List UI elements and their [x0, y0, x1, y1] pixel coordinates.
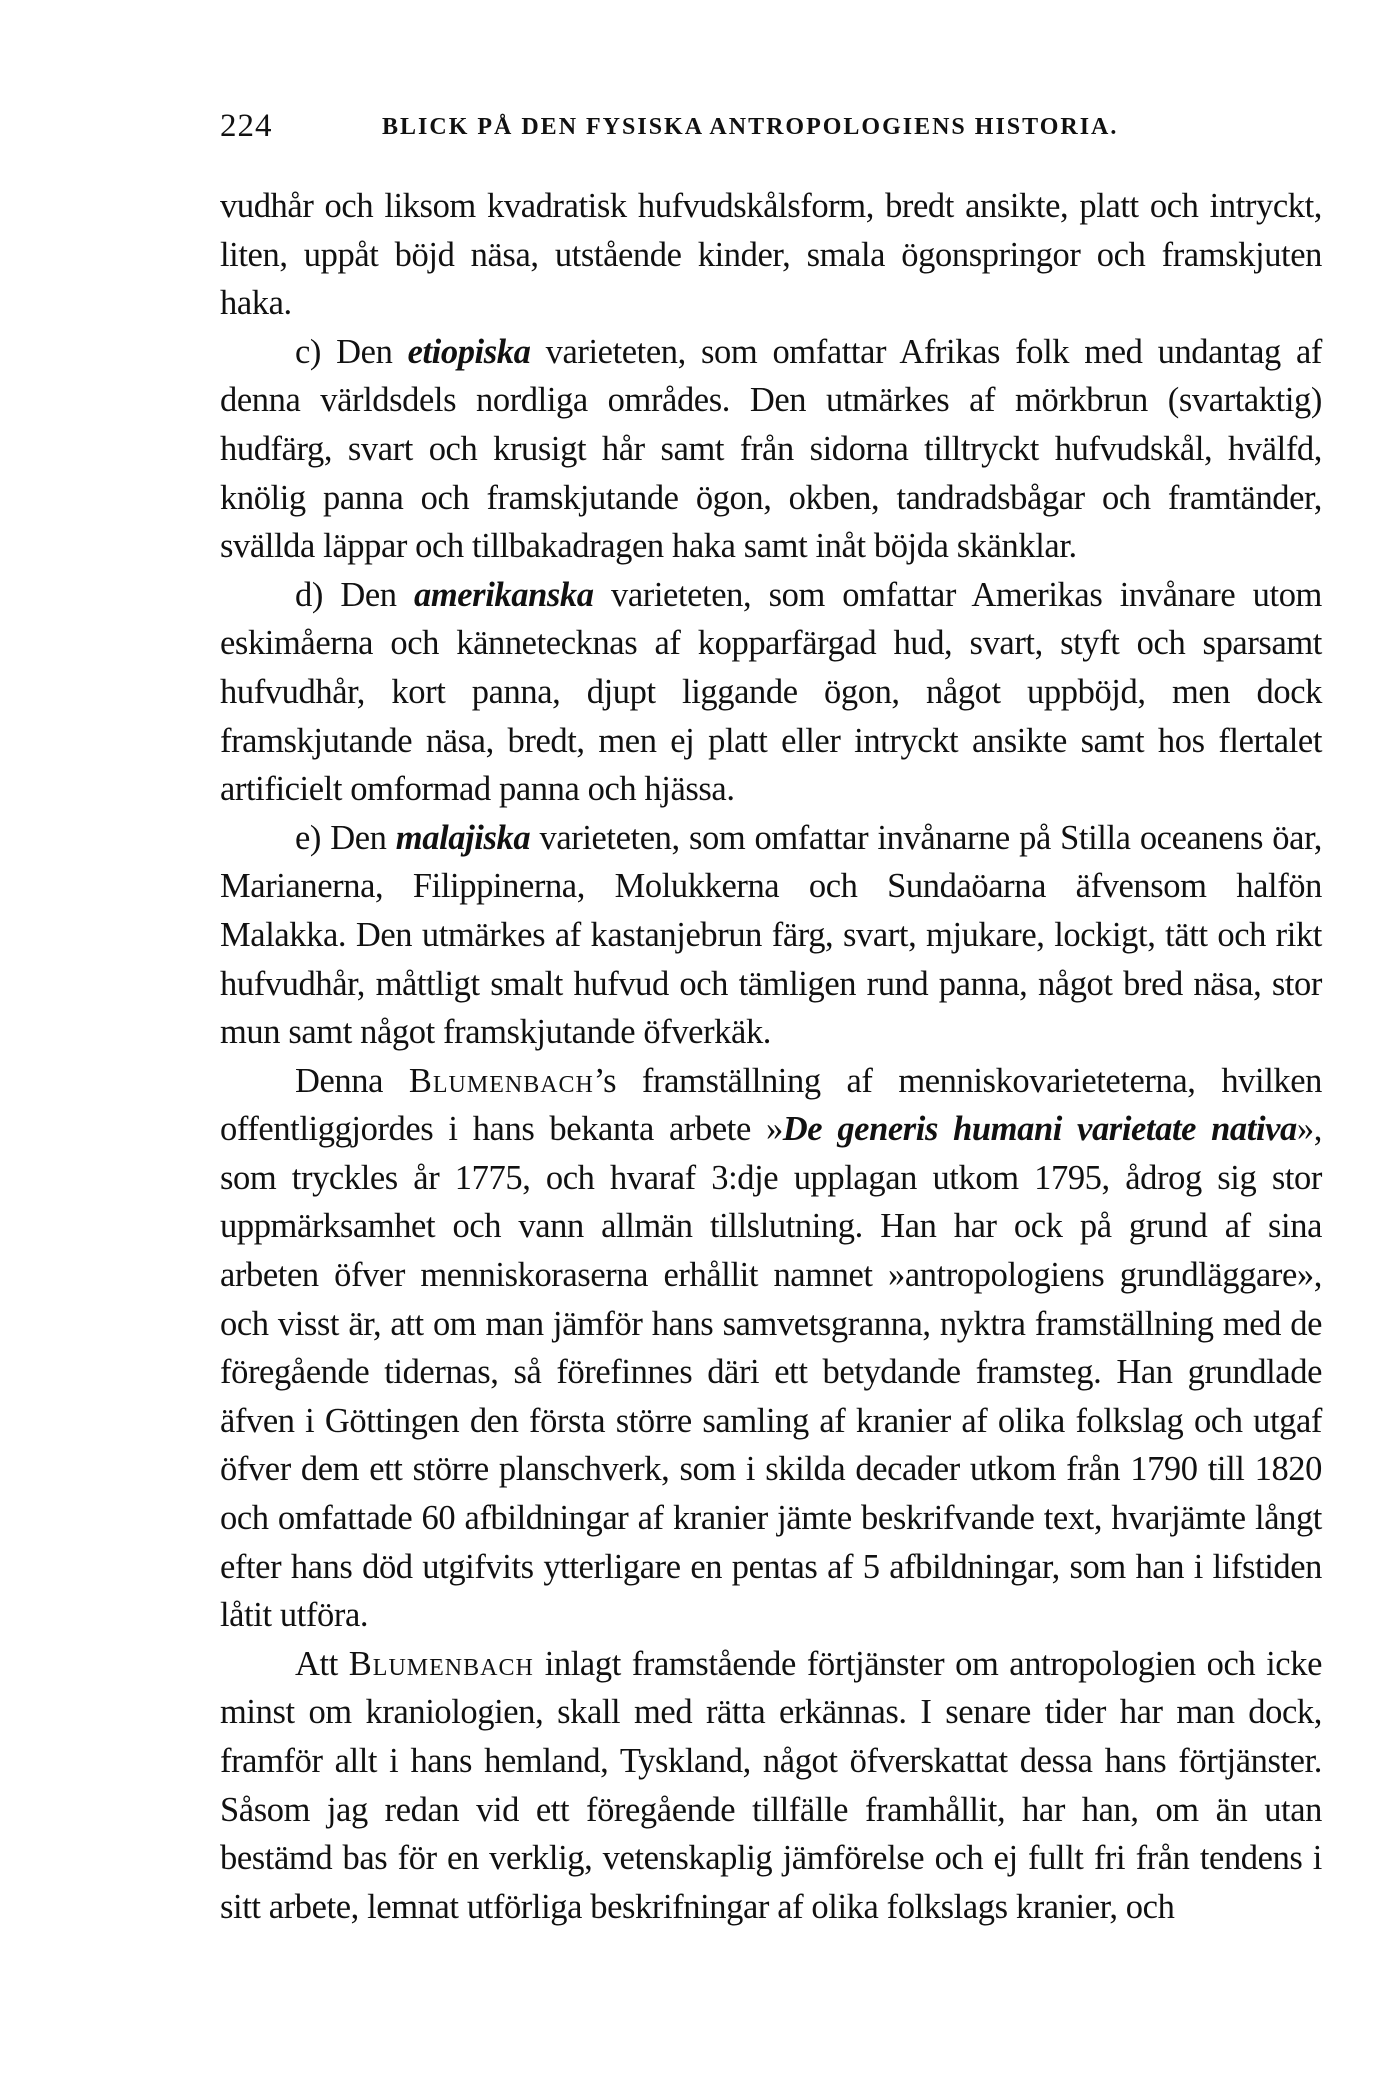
author-name: Blumenbach [348, 1644, 534, 1683]
paragraph-ethiopian-variety: c) Den etiopiska varieteten, som omfattar Afrikas folk med undantag af denna världsdels nordliga områdes. Den utmärkes af mörkbrun (svartaktig) hudfärg, svart och krusigt hår samt från sidorna tilltryckt hufvudskål, hvälfd, knölig panna och framskjutande ögon, okben, tandradsbågar och framtänder, svällda läppar och tillbakadragen haka samt inåt böjda skänklar. [220, 332, 1323, 566]
paragraph-blumenbach-work: Denna Blumenbach’s framställning af menniskovarieteterna, hvilken offentliggjordes i hans bekanta arbete »De generis humani varietate nativa», som tryckles år 1775, och hvaraf 3:dje upplagan utkom 1795, ådrog sig stor uppmärksamhet och vann allmän tillslutning. Han har ock på grund af sina arbeten öfver menniskoraserna erhållit namnet »antropologiens grundläggare», och visst är, att om man jämför hans samvetsgranna, nyktra framställning med de föregående tidernas, så förefinnes däri ett betydande framsteg. Han grundlade äfven i Göttingen den första större samling af kranier af olika folkslag och utgaf öfver dem ett större planschverk, som i skilda decader utkom från 1790 till 1820 och omfattade 60 afbildningar af kranier jämte beskrifvande text, hvarjämte långt efter hans död utgifvits ytterligare en pentas af 5 afbildningar, som han i lifstiden låtit utföra. [220, 1061, 1323, 1635]
author-name: Blumenbach [408, 1061, 594, 1100]
paragraph-malayan-variety: e) Den malajiska varieteten, som omfattar invånarne på Stilla oceanens öar, Marianerna, Filippinerna, Molukkerna och Sundaöarna äfvensom halfön Malakka. Den utmärkes af kastanjebrun färg, svart, mjukare, lockigt, tätt och rikt hufvudhår, måttligt smalt hufvud och tämligen rund panna, något bred näsa, stor mun samt något framskjutande öfverkäk. [220, 818, 1322, 1052]
term-amerikanska: amerikanska [413, 575, 594, 614]
paragraph-american-variety: d) Den amerikanska varieteten, som omfattar Amerikas invånare utom eskimåerna och kännetecknas af kopparfärgad hud, svart, styft och sparsamt hufvudhår, kort panna, djupt liggande ögon, något uppböjd, men dock framskjutande näsa, bredt, men ej platt eller intryckt ansikte samt hos flertalet artificielt omformad panna och hjässa. [220, 575, 1322, 809]
book-page [220, 108, 1322, 1931]
running-head [220, 108, 1322, 148]
paragraph-continuation: vudhår och liksom kvadratisk hufvudskålsform, bredt ansikte, platt och intryckt, liten, uppåt böjd näsa, utstående kinder, smala ögonspringor och framskjuten haka. [220, 187, 1322, 323]
term-malajiska: malajiska [395, 818, 531, 857]
page-number: 224 [220, 108, 273, 144]
paragraph-blumenbach-merits: Att Blumenbach inlagt framstående förtjänster om antropologien och icke minst om kraniologien, skall med rätta erkännas. I senare tider har man dock, framför allt i hans hemland, Tyskland, något öfverskattat dessa hans förtjänster. Såsom jag redan vid ett föregående tillfälle framhållit, har han, om än utan bestämd bas för en verklig, vetenskaplig jämförelse och ej fullt fri från tendens i sitt arbete, lemnat utförliga beskrifningar af olika folkslags kranier, och [220, 1644, 1322, 1926]
running-title: BLICK PÅ DEN FYSISKA ANTROPOLOGIENS HISTORIA. [382, 114, 1119, 140]
work-title: De generis humani varietate nativa [782, 1110, 1297, 1149]
term-etiopiska: etiopiska [407, 332, 531, 371]
